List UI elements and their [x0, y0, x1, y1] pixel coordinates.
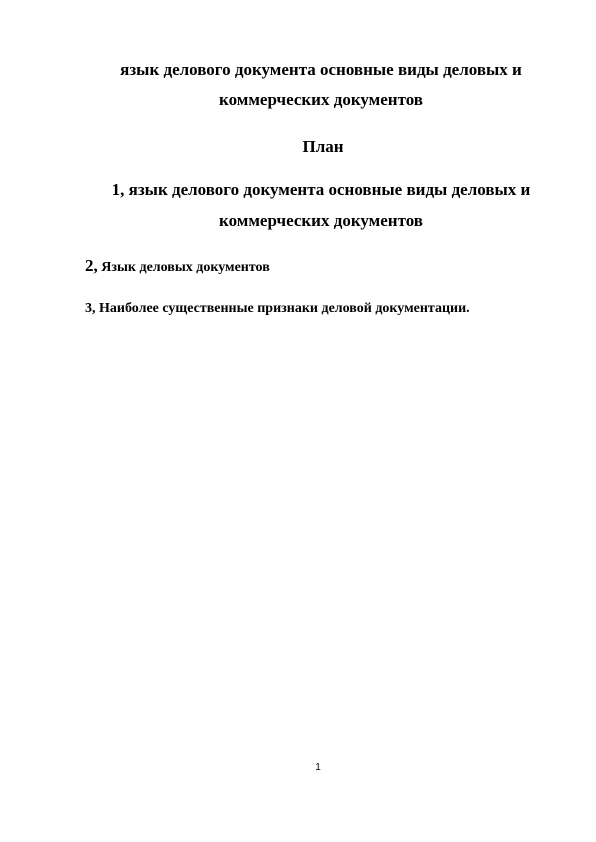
page-number: 1: [315, 762, 321, 773]
plan-item-2: [85, 257, 270, 275]
document-title-line-1: язык делового документа основные виды деловых и: [120, 60, 522, 79]
document-title-line-2: коммерческих документов: [219, 90, 423, 109]
plan-item-1-line-1: 1, язык делового документа основные виды деловых и: [111, 180, 531, 199]
plan-item-1-line-2: коммерческих документов: [219, 211, 423, 230]
plan-item-2-number: 2,: [85, 256, 98, 275]
plan-heading: План: [302, 137, 344, 156]
plan-item-3: 3, Наиболее существенные признаки деловой документации.: [85, 301, 470, 316]
plan-item-2-text: Язык деловых документов: [97, 260, 270, 275]
